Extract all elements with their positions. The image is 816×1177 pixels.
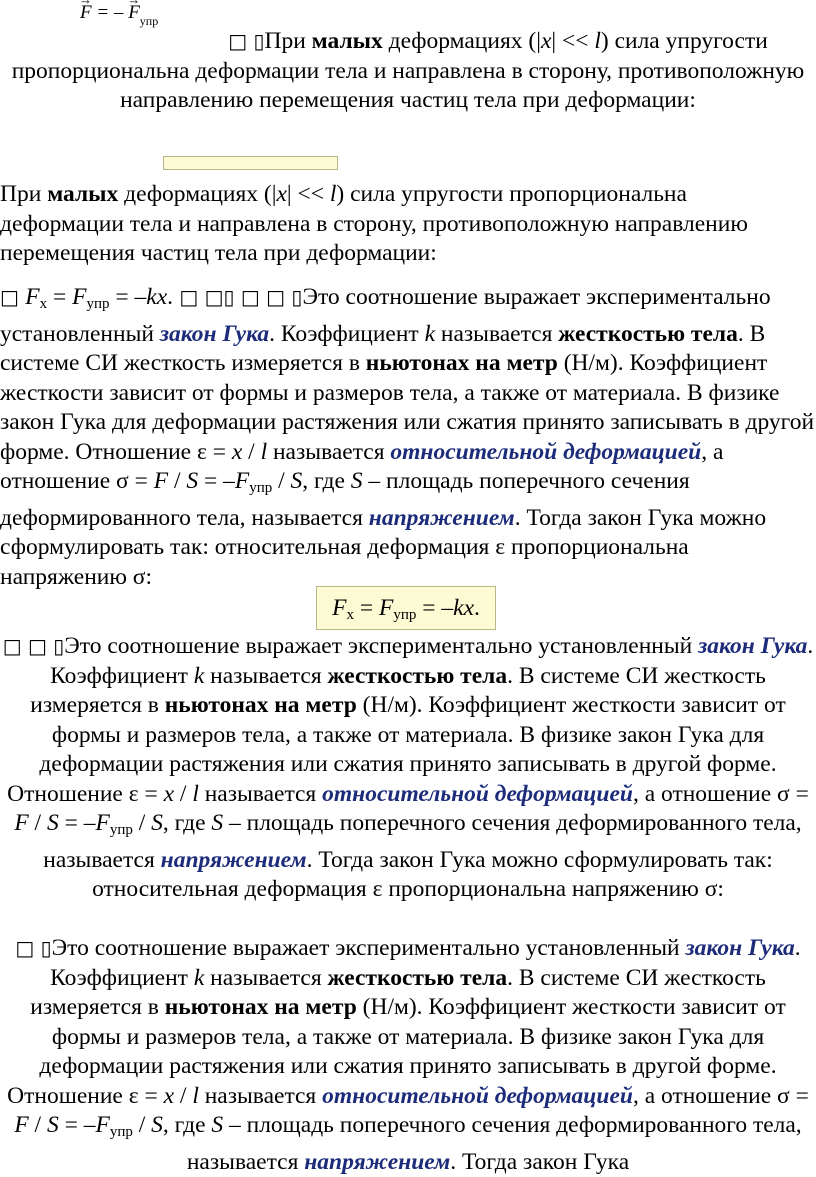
- var-S: S: [350, 468, 363, 494]
- text: . Коэффициент: [50, 633, 814, 689]
- var-kx: kx: [453, 595, 475, 621]
- text: .: [167, 284, 174, 310]
- var-F: F: [153, 468, 169, 494]
- text: = –: [109, 284, 147, 310]
- text: , где: [162, 810, 212, 836]
- text: , где: [162, 1112, 212, 1138]
- subscript: x: [39, 296, 48, 312]
- text: =: [353, 595, 379, 621]
- term-stress: напряжением: [368, 504, 515, 531]
- missing-glyph-icon: □ □▯ □ □ ▯: [173, 285, 303, 309]
- bold-term: малых: [311, 28, 383, 54]
- elastic-force-vector-symbol: → F: [128, 2, 140, 24]
- text: = –: [58, 1112, 96, 1138]
- text: деформациях (|: [382, 28, 541, 54]
- var-x: x: [231, 438, 243, 465]
- text: | <<: [286, 181, 330, 207]
- subscript: упр: [109, 822, 133, 838]
- var-F: F: [378, 595, 394, 621]
- text: называется: [267, 438, 391, 465]
- bold-term: малых: [47, 181, 119, 207]
- text: Это соотношение выражает экспериментально установленный: [51, 935, 686, 961]
- text: – площадь поперечного сечения деформированного тела, называется: [186, 1112, 802, 1175]
- var-S: S: [151, 1112, 163, 1138]
- text: – площадь поперечного сечения деформированного тела, называется: [43, 810, 802, 873]
- var-x: x: [163, 1082, 175, 1109]
- text: (Н/м). Коэффициент жесткости зависит от формы и размеров тела, а также от материала. В физике закон Гука для деформации растяжения или сжатия принято записывать в другой форме. Отношение ε =: [7, 692, 786, 807]
- text: . В системе СИ жесткость измеряется в: [30, 964, 766, 1020]
- text: . Коэффициент: [50, 935, 801, 991]
- text: . Коэффициент: [269, 320, 425, 347]
- text: . В системе СИ жесткость измеряется в: [30, 662, 766, 718]
- text: , а отношение σ =: [0, 438, 724, 494]
- text: /: [174, 780, 193, 807]
- var-F: F: [72, 284, 87, 310]
- term-hooke-law: закон Гука: [685, 935, 795, 961]
- var-x: x: [163, 780, 175, 807]
- term-stress: напряжением: [304, 1148, 451, 1175]
- text: /: [28, 810, 47, 836]
- var-F: F: [95, 1112, 110, 1138]
- term-stress: напряжением: [160, 846, 307, 873]
- text: = –: [198, 468, 235, 494]
- text: называется: [198, 780, 323, 807]
- empty-formula-placeholder: [163, 156, 338, 170]
- text: (Н/м). Коэффициент жесткости зависит от формы и размеров тела, а также от материала. В физике закон Гука для деформации растяжения или сжатия принято записывать в другой форме. Отношение ε =: [7, 994, 786, 1109]
- text: | <<: [551, 28, 595, 54]
- var-S: S: [186, 468, 199, 494]
- var-S: S: [211, 1112, 224, 1138]
- subscript: упр: [86, 296, 110, 312]
- text: , где: [302, 468, 351, 494]
- term-hooke-law: закон Гука: [159, 320, 270, 347]
- text: При: [0, 181, 48, 207]
- text: (Н/м). Коэффициент жесткости зависит от формы и размеров тела, а также от материала. В физике закон Гука для деформации растяжения или сжатия принято записывать в другой форме. Отношение ε =: [0, 350, 815, 465]
- text: /: [28, 1112, 47, 1138]
- text: =: [47, 284, 73, 310]
- formula-operator: = –: [91, 2, 129, 23]
- text: – площадь поперечного сечения деформированного тела, называется: [0, 468, 690, 531]
- term-relative-deformation: относительной деформацией: [390, 438, 702, 465]
- text: = –: [416, 595, 454, 621]
- var-k: k: [193, 662, 205, 689]
- text: называется: [204, 662, 328, 689]
- var-F: F: [14, 1112, 29, 1138]
- var-l: l: [192, 780, 199, 807]
- term-hooke-law: закон Гука: [698, 633, 808, 659]
- var-F: F: [14, 810, 29, 836]
- text: /: [272, 468, 291, 494]
- subscript: x: [346, 607, 354, 623]
- text: . Тогда закон Гука можно сформулировать так: относительная деформация ε пропорциональна напряжению σ:: [92, 846, 773, 902]
- bold-term: жесткостью тела: [327, 964, 508, 991]
- var-S: S: [290, 468, 303, 494]
- missing-glyph-icon: □ ▯: [228, 29, 265, 53]
- text: . Тогда закон Гука: [450, 1148, 630, 1175]
- bold-term: жесткостью тела: [327, 662, 508, 689]
- text: называется: [204, 964, 328, 991]
- text: /: [132, 810, 152, 836]
- text: /: [242, 438, 261, 465]
- subscript: упр: [249, 480, 273, 496]
- text: .: [474, 595, 480, 621]
- text: называется: [198, 1082, 323, 1109]
- text: деформациях (|: [118, 181, 277, 207]
- var-l: l: [192, 1082, 199, 1109]
- var-S: S: [211, 810, 224, 836]
- missing-glyph-icon: □ □ ▯: [2, 634, 65, 658]
- text: . Тогда закон Гука можно сформулировать так: относительная деформация ε пропорциональна напряжению σ:: [0, 504, 767, 590]
- var-x: x: [540, 28, 552, 54]
- text: Это соотношение выражает экспериментально установленный: [64, 633, 699, 659]
- var-k: k: [424, 320, 436, 347]
- subscript: упр: [109, 1124, 133, 1140]
- text: Это соотношение выражает экспериментально установленный: [0, 284, 771, 347]
- hooke-formula-box: [316, 586, 496, 630]
- var-F: F: [234, 468, 250, 494]
- text: При: [264, 28, 312, 54]
- text: , а отношение σ =: [632, 1082, 809, 1109]
- paragraph-3: [0, 283, 816, 592]
- text: /: [132, 1112, 152, 1138]
- missing-glyph-icon: □: [0, 285, 26, 309]
- term-relative-deformation: относительной деформацией: [322, 780, 633, 807]
- missing-glyph-icon: □ ▯: [15, 936, 52, 960]
- text: /: [168, 468, 187, 494]
- var-kx: kx: [146, 284, 168, 310]
- bold-term: ньютонах на метр: [164, 692, 357, 718]
- subscript: упр: [393, 607, 417, 623]
- var-S: S: [46, 1112, 59, 1138]
- text: , а отношение σ =: [632, 780, 809, 807]
- paragraph-4: [0, 632, 816, 905]
- text: /: [174, 1082, 193, 1109]
- text: ) сила упругости пропорциональна деформации тела и направлена в сторону, противоположную направлению перемещения частиц тела при деформации:: [11, 28, 805, 113]
- formula-subscript: упр: [139, 14, 159, 28]
- text: ) сила упругости пропорциональна деформации тела и направлена в сторону, противоположную направлению перемещения частиц тела при деформации:: [0, 181, 748, 266]
- var-F: F: [25, 284, 40, 310]
- bold-term: ньютонах на метр: [365, 350, 558, 376]
- paragraph-1: [0, 27, 816, 116]
- text: называется: [435, 320, 559, 347]
- term-relative-deformation: относительной деформацией: [322, 1082, 633, 1109]
- force-vector-symbol: → F: [80, 2, 92, 24]
- text: . В системе СИ жесткость измеряется в: [0, 320, 766, 376]
- var-F: F: [95, 810, 110, 836]
- text: = –: [58, 810, 96, 836]
- paragraph-5: [0, 934, 816, 1177]
- var-x: x: [276, 181, 287, 207]
- var-k: k: [193, 964, 205, 991]
- var-S: S: [151, 810, 163, 836]
- bold-term: ньютонах на метр: [164, 994, 357, 1020]
- bold-term: жесткостью тела: [558, 320, 738, 347]
- var-l: l: [329, 181, 337, 207]
- var-l: l: [594, 28, 601, 54]
- paragraph-2: [0, 180, 816, 269]
- var-F: F: [332, 595, 347, 621]
- var-l: l: [260, 438, 268, 465]
- var-S: S: [46, 810, 59, 836]
